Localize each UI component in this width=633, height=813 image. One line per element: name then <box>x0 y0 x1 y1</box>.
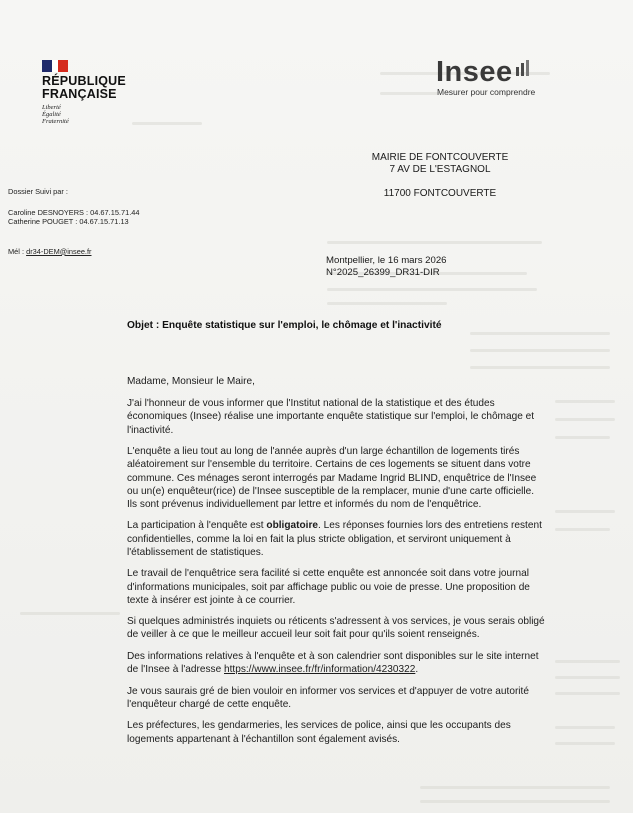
show-through-mark <box>327 302 447 305</box>
paragraph-7: Je vous saurais gré de bien vouloir en informer vos services et d'appuyer de votre autorité l'enquêteur chargé de cette enquête. <box>127 685 529 710</box>
republique-francaise-logo <box>42 60 162 126</box>
show-through-mark <box>420 800 610 803</box>
contact-row <box>8 208 139 218</box>
show-through-mark <box>555 436 610 439</box>
object-text: Enquête statistique sur l'emploi, le chômage et l'inactivité <box>162 320 442 331</box>
contact-row <box>8 217 139 227</box>
flag-blue-band <box>42 60 52 72</box>
paragraph-6-end: . <box>415 664 419 676</box>
object-label: Objet : <box>127 320 163 331</box>
francaise-line: FRANÇAISE <box>42 87 117 101</box>
show-through-mark <box>327 288 537 291</box>
paragraph-1: J'ai l'honneur de vous informer que l'Institut national de la statistique et des études économiques (Insee) réalise une importante enquête statistique sur l'emploi, le chômage et l'inactivité. <box>127 398 535 436</box>
letter-object <box>127 320 442 331</box>
letter-body <box>127 375 545 754</box>
motto-egalite: Égalité <box>42 111 61 119</box>
republic-motto <box>42 104 162 126</box>
paragraph-4: Le travail de l'enquêtrice sera facilité si cette enquête est annoncée soit dans votre journal d'informations municipales, soit par affichage public ou voie de presse. Une proposition de texte à insérer est jointe à ce courrier. <box>127 568 530 606</box>
show-through-mark <box>555 742 615 745</box>
contact-name: Catherine POUGET <box>8 217 74 226</box>
paragraph-5: Si quelques administrés inquiets ou réticents s'adressent à vos services, je vous serais obligé de veiller à ce que le meilleur accueil leur soit fait pour qu'ils soient renseignés. <box>127 616 545 641</box>
show-through-mark <box>555 726 615 729</box>
show-through-mark <box>555 660 620 663</box>
insee-tagline: Mesurer pour comprendre <box>437 87 536 97</box>
paragraph-2: L'enquête a lieu tout au long de l'année auprès d'un large échantillon de logements tirés aléatoirement sur l'ensemble du territoire. Certains de ces logements se situent dans votre commune. Ces ménages seront interrogés par Madame Ingrid BLIND, enquêtrice de l'Insee ou un(e) enquêteur(rice) de l'Insee susceptible de la remplacer, munie d'une carte officielle. Ils sont prévenus individuellement par lettre et informés du nom de l'enquêtrice. <box>127 446 537 510</box>
insee-wordmark: Insee <box>436 56 513 88</box>
paragraph-3 <box>127 519 545 559</box>
motto-fraternite: Fraternité <box>42 118 69 126</box>
mail-link[interactable]: dr34-DEM@insee.fr <box>26 246 92 256</box>
recipient-address <box>340 152 540 200</box>
show-through-mark <box>327 241 542 244</box>
paragraph-3-start: La participation à l'enquête est <box>127 520 267 532</box>
contact-phone: : 04.67.15.71.44 <box>84 207 140 217</box>
dossier-label: Dossier Suivi par : <box>8 187 68 196</box>
show-through-mark <box>555 418 615 421</box>
show-through-mark <box>555 676 620 679</box>
contact-phone: : 04.67.15.71.13 <box>73 217 129 226</box>
paragraph-3-end: . Les réponses fournies lors des entretiens restent confidentielles, comme la loi en fait la plus stricte obligation, et serviront uniquement à l'établissement de statistiques. <box>127 520 542 558</box>
obligatoire-emphasis: obligatoire <box>266 520 319 532</box>
show-through-mark <box>420 786 610 789</box>
place-date: Montpellier, le 16 mars 2026 <box>326 255 447 266</box>
recipient-city: 11700 FONTCOUVERTE <box>383 188 497 199</box>
insee-info-link[interactable]: https://www.insee.fr/fr/information/4230322 <box>224 664 416 676</box>
republique-line: RÉPUBLIQUE <box>42 74 126 88</box>
show-through-mark <box>555 528 610 531</box>
salutation: Madame, Monsieur le Maire, <box>127 376 255 387</box>
show-through-mark <box>470 366 610 369</box>
date-reference <box>326 255 447 278</box>
motto-liberte: Liberté <box>42 104 61 111</box>
letter-reference: N°2025_26399_DR31-DIR <box>326 266 440 278</box>
insee-bars-icon <box>516 60 530 76</box>
recipient-line1: MAIRIE DE FONTCOUVERTE <box>371 152 509 163</box>
mail-label: Mél : <box>8 246 27 256</box>
show-through-mark <box>20 612 120 615</box>
show-through-mark <box>555 692 620 695</box>
sender-info <box>8 187 139 256</box>
marianne-flag-icon <box>42 60 68 72</box>
paragraph-6-start: Des informations relatives à l'enquête et à son calendrier sont disponibles sur le site internet de l'Insee à l'adresse <box>127 650 539 676</box>
flag-red-band <box>58 60 68 72</box>
show-through-mark <box>555 400 615 403</box>
mail-row <box>8 247 139 257</box>
show-through-mark <box>470 332 610 335</box>
show-through-mark <box>470 349 610 352</box>
show-through-mark <box>380 92 440 95</box>
show-through-mark <box>555 510 615 513</box>
contact-name: Caroline DESNOYERS <box>8 207 84 217</box>
paragraph-6 <box>127 650 545 676</box>
insee-logo <box>436 58 596 97</box>
recipient-line2: 7 AV DE L'ESTAGNOL <box>389 164 491 175</box>
paragraph-8: Les préfectures, les gendarmeries, les services de police, ainsi que les occupants des logements appartenant à l'échantillon sont également avisés. <box>127 720 511 745</box>
